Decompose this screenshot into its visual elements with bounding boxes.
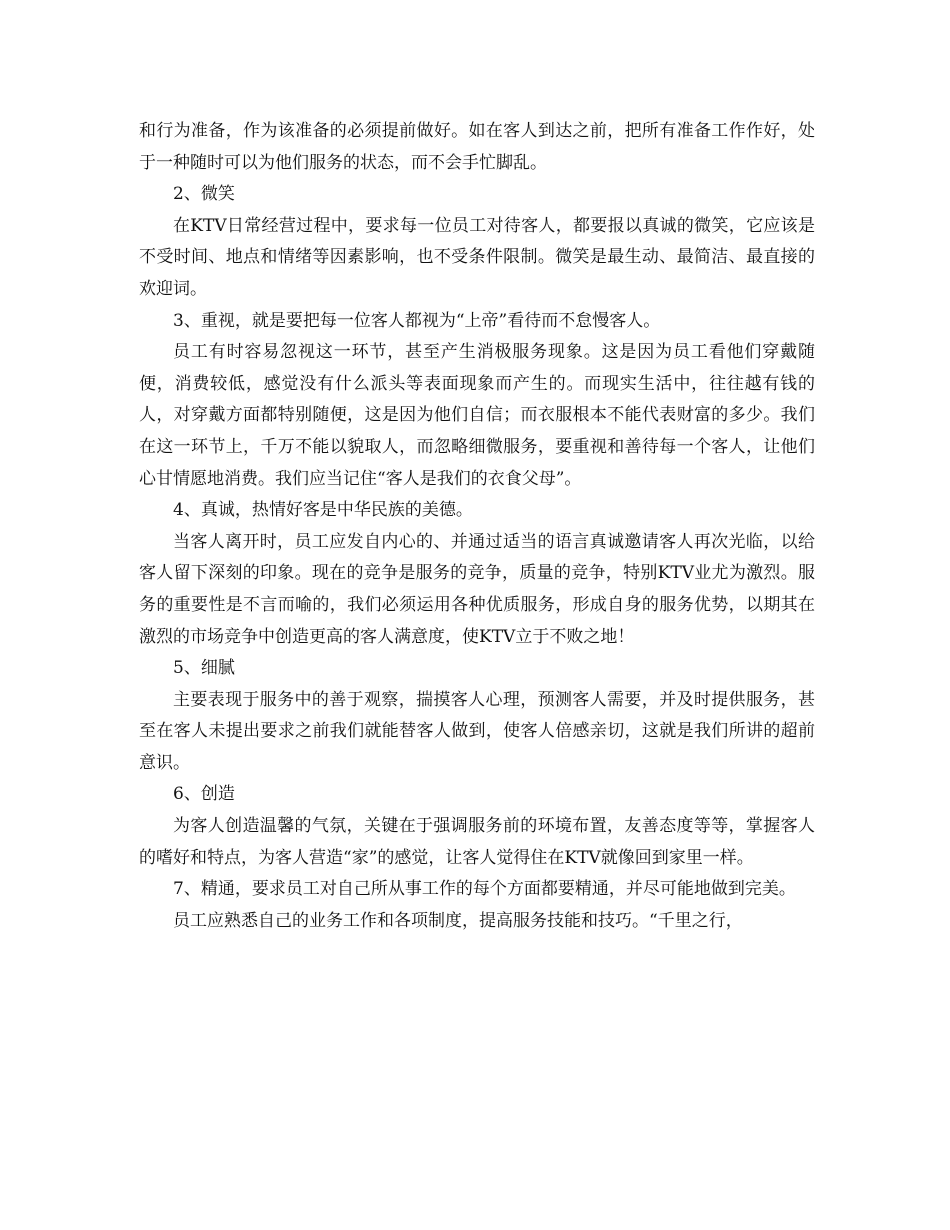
paragraph-delicacy: 主要表现于服务中的善于观察，揣摸客人心理，预测客人需要，并及时提供服务，甚至在客人未提出要求之前我们就能替客人做到，使客人倍感亲切，这就是我们所讲的超前意识。 xyxy=(139,689,815,773)
heading-delicacy: 5、细腻 xyxy=(173,658,235,679)
heading-sincerity: 4、真诚，热情好客是中华民族的美德。 xyxy=(173,500,473,521)
paragraph-preparation-cont: 和行为准备，作为该准备的必须提前做好。如在客人到达之前，把所有准备工作作好，处于一种随时可以为他们服务的状态，而不会手忙脚乱。 xyxy=(139,121,815,173)
paragraph-smile: 在KTV日常经营过程中，要求每一位员工对待客人，都要报以真诚的微笑，它应该是不受时间、地点和情绪等因素影响，也不受条件限制。微笑是最生动、最简洁、最直接的欢迎词。 xyxy=(139,215,815,299)
paragraph-sincerity: 当客人离开时，员工应发自内心的、并通过适当的语言真诚邀请客人再次光临，以给客人留下深刻的印象。现在的竞争是服务的竞争，质量的竞争，特别KTV业尤为激烈。服务的重要性是不言而喻的，我们必须运用各种优质服务，形成自身的服务优势，以期其在激烈的市场竞争中创造更高的客人满意度，使KTV立于不败之地！ xyxy=(139,531,815,647)
heading-attention: 3、重视，就是要把每一位客人都视为“上帝”看待而不怠慢客人。 xyxy=(173,310,661,331)
paragraph-creation: 为客人创造温馨的气氛，关键在于强调服务前的环境布置，友善态度等等，掌握客人的嗜好和特点，为客人营造“家”的感觉，让客人觉得住在KTV就像回到家里一样。 xyxy=(139,816,815,868)
heading-proficiency: 7、精通，要求员工对自己所从事工作的每个方面都要精通，并尽可能地做到完美。 xyxy=(173,879,796,900)
heading-creation: 6、创造 xyxy=(173,784,235,805)
document-body xyxy=(139,116,815,937)
paragraph-attention: 员工有时容易忽视这一环节，甚至产生消极服务现象。这是因为员工看他们穿戴随便，消费较低，感觉没有什么派头等表面现象而产生的。而现实生活中，往往越有钱的人，对穿戴方面都特别随便，这是因为他们自信；而衣服根本不能代表财富的多少。我们在这一环节上，千万不能以貌取人，而忽略细微服务，要重视和善待每一个客人，让他们心甘情愿地消费。我们应当记住“客人是我们的衣食父母”。 xyxy=(139,342,815,489)
paragraph-proficiency: 员工应熟悉自己的业务工作和各项制度，提高服务技能和技巧。“千里之行， xyxy=(173,910,743,931)
heading-smile: 2、微笑 xyxy=(173,184,235,205)
